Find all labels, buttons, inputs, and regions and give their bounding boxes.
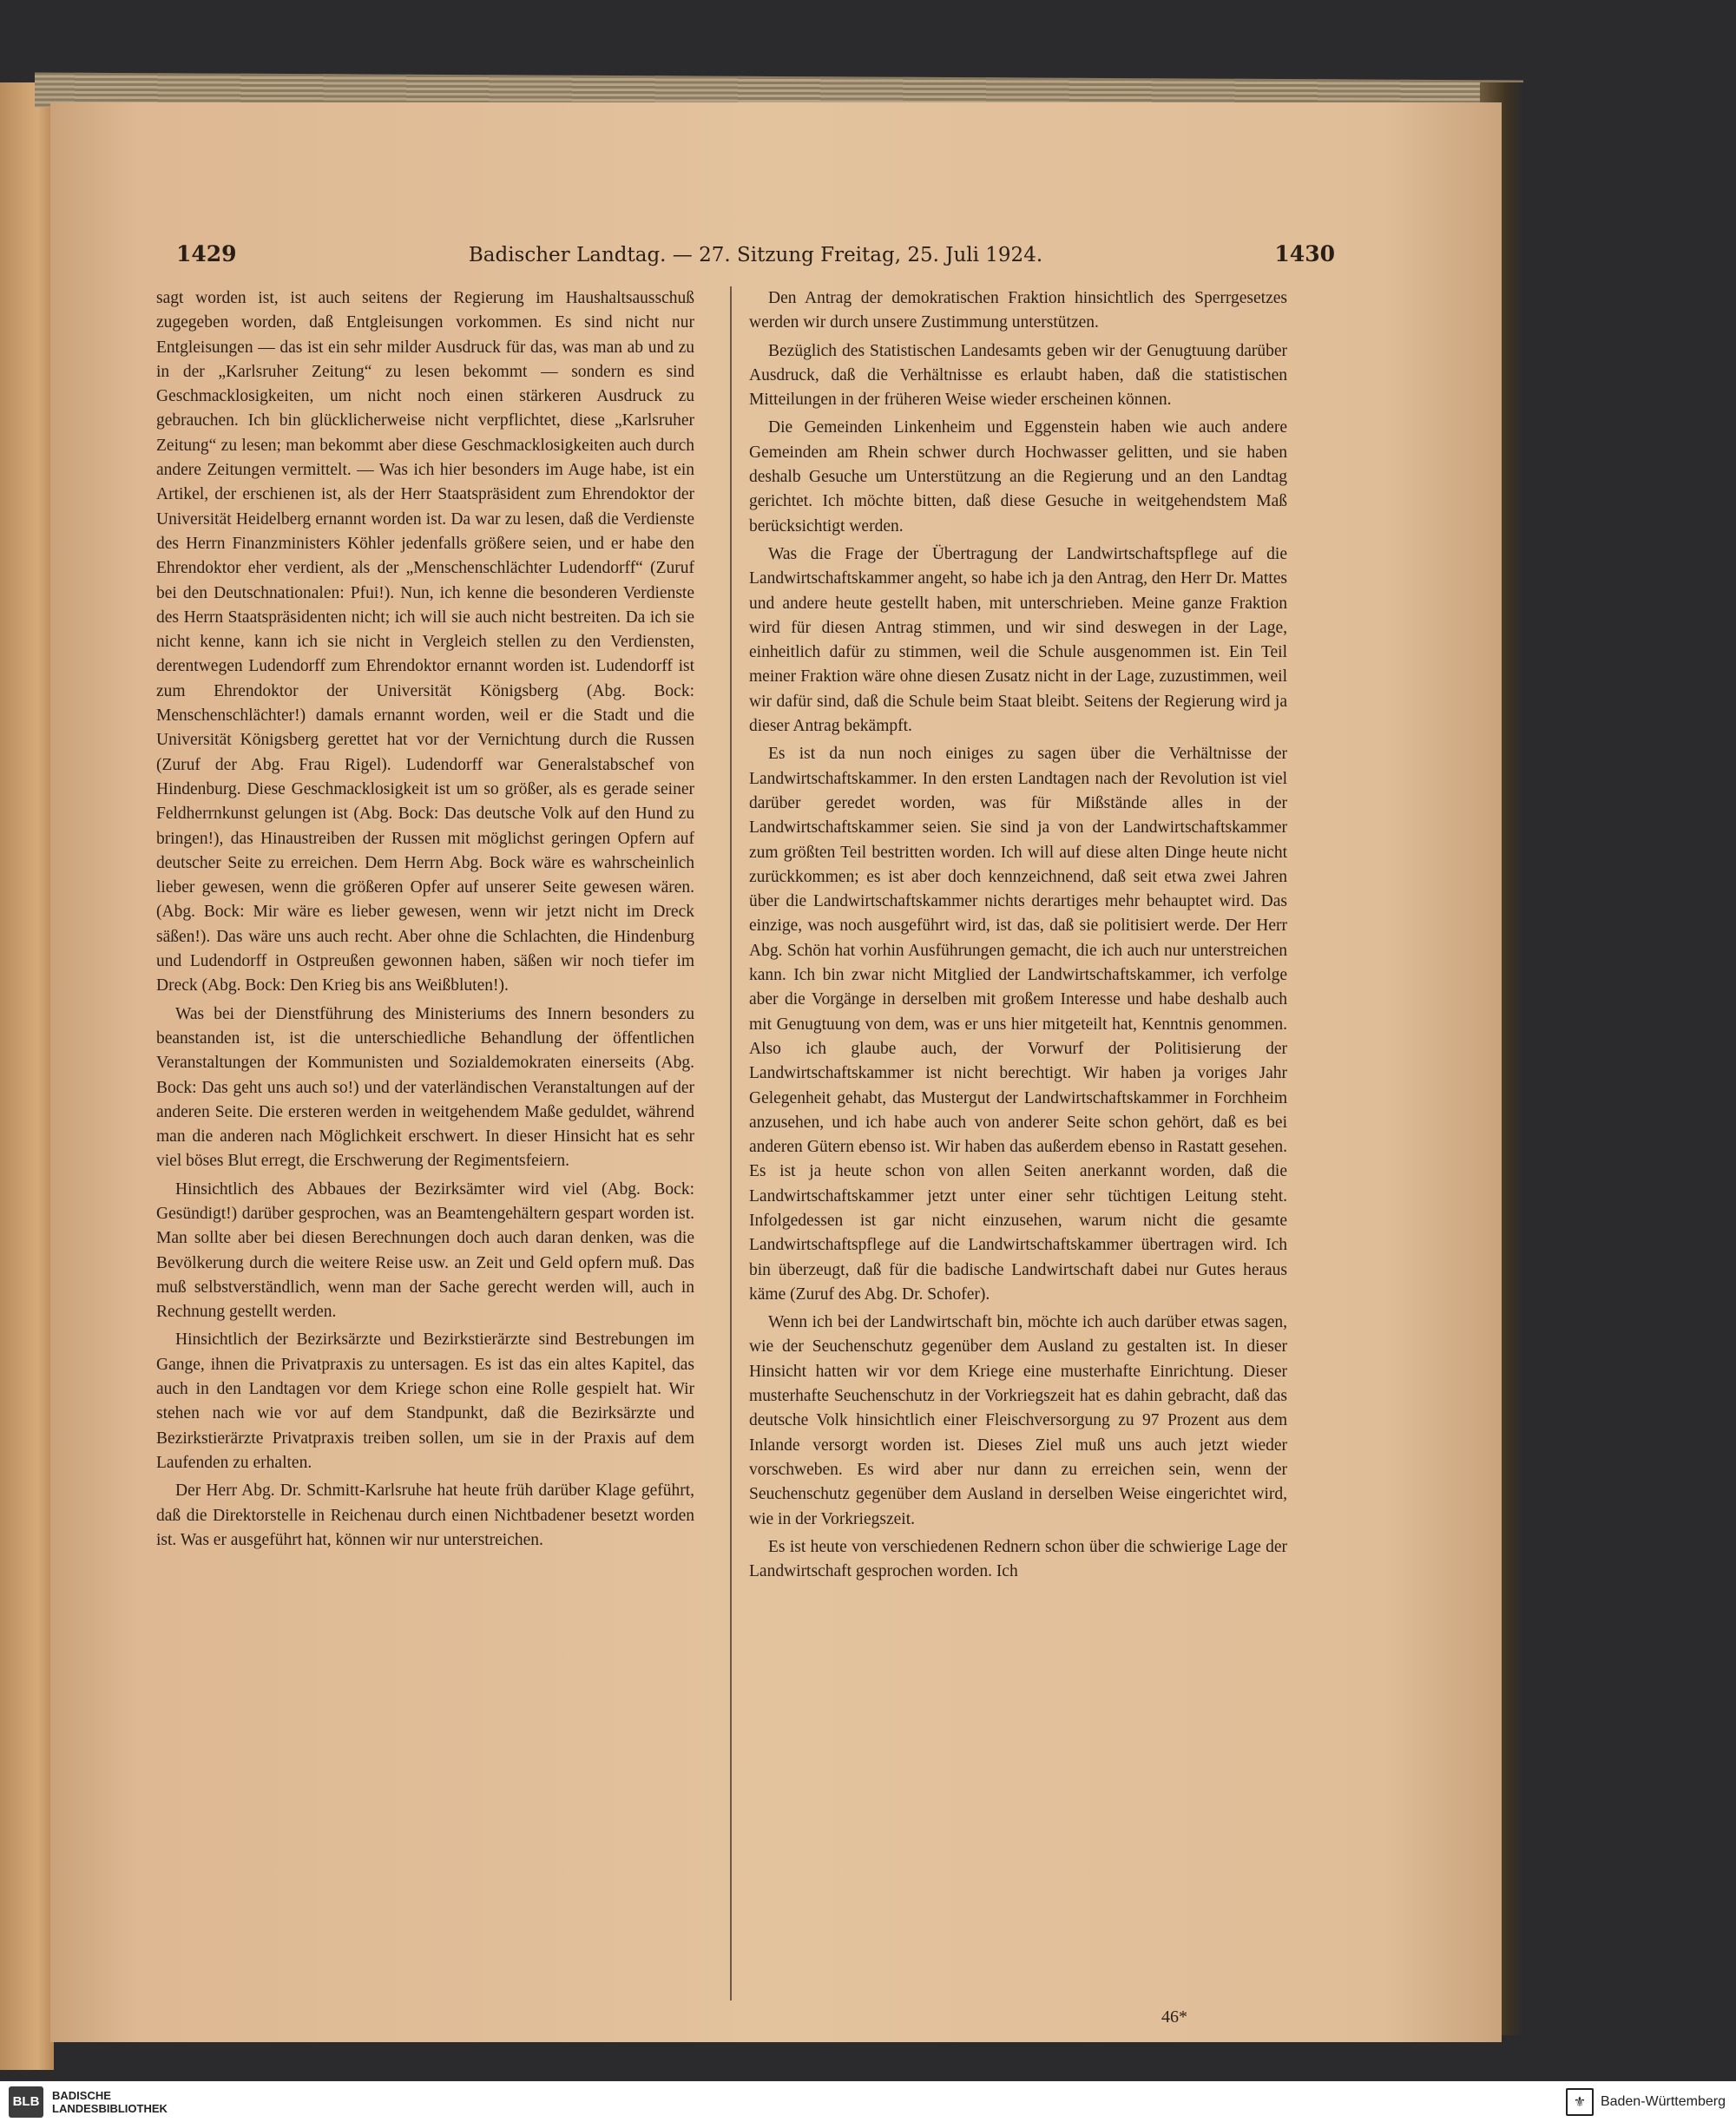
paragraph: sagt worden ist, ist auch seitens der Regierung im Haushaltsausschuß zugegeben worden, daß Entgleisungen vorkommen. Es sind nicht nur Entgleisungen — das ist ein sehr milder Ausdruck für das, was man ab und zu in der „Karlsruher Zeitung“ zu lesen bekommt — sondern es sind Geschmacklosigkeiten, um nicht noch einen stärkeren Ausdruck zu gebrauchen. Ich bin glücklicherweise nicht verpflichtet, diese „Karlsruher Zeitung“ zu lesen; man bekommt aber diese Geschmacklosigkeiten auch durch andere Zeitungen vermittelt. — Was ich hier besonders im Auge habe, ist ein Artikel, der erschienen ist, als der Herr Staatspräsident zum Ehrendoktor der Universität Heidelberg ernannt worden ist. Da war zu lesen, daß die Verdienste des Herrn Finanzministers Köhler jedenfalls größere seien, und er habe den Ehrendoktor eher verdient, als der „Menschenschlächter Ludendorff“ (Zuruf bei den Deutschnationalen: Pfui!). Nun, ich kenne die besonderen Verdienste des Herrn Staatspräsidenten nicht; ich will sie auch nicht bestreiten. Da ich sie nicht kenne, kann ich sie nicht in Vergleich stellen zu den Verdiensten, derentwegen Ludendorff zum Ehrendoktor ernannt worden ist. Ludendorff ist zum Ehrendoktor der Universität Königsberg (Abg. Bock: Menschenschlächter!) damals ernannt worden, weil er die Stadt und die Universität Königsberg gerettet hat vor der Vernichtung durch die Russen (Zuruf der Abg. Frau Rigel). Ludendorff war Generalstabschef von Hindenburg. Diese Geschmacklosigkeit ist um so größer, als es gerade seiner Feldherrnkunst gelungen ist (Abg. Bock: Das deutsche Volk auf den Hund zu bringen!), das Hinaustreiben der Russen mit möglichst geringen Opfern auf deutscher Seite zu erreichen. Dem Herrn Abg. Bock wäre es wahrscheinlich lieber gewesen, wenn die größeren Opfer auf unserer Seite gewesen wären. (Abg. Bock: Mir wäre es lieber gewesen, wenn wir jetzt nicht im Dreck säßen!). Das wäre uns auch recht. Aber ohne die Schlachten, die Hindenburg und Ludendorff in Ostpreußen gewonnen haben, säßen wir noch tiefer im Dreck (Abg. Bock: Den Krieg bis ans Weißbluten!). — [156, 289, 694, 995]
bw-logo[interactable] — [1566, 2088, 1726, 2116]
paragraph: Hinsichtlich des Abbaues der Bezirksämter wird viel (Abg. Bock: Gesündigt!) darüber gesprochen, was an Beamtengehältern gespart worden ist. Man sollte aber bei diesen Berechnungen doch auch daran denken, was die Bevölkerung durch die weitere Reise usw. an Zeit und Geld opfern muß. Das muß selbstverständlich, wenn man der Sache gerecht werden will, auch in Rechnung gestellt werden. — [156, 1179, 694, 1322]
bw-label: Baden-Württemberg — [1600, 2093, 1726, 2109]
paragraph: Den Antrag der demokratischen Fraktion hinsichtlich des Sperrgesetzes werden wir durch unsere Zustimmung unterstützen. — [749, 289, 1287, 332]
blb-name-line1: BADISCHE — [52, 2088, 111, 2102]
paragraph: Es ist heute von verschiedenen Rednern schon über die schwierige Lage der Landwirtschaft gesprochen worden. Ich — [749, 1537, 1287, 1581]
blb-name — [52, 2089, 168, 2115]
document-page — [50, 102, 1502, 2042]
blb-logo[interactable] — [9, 2086, 168, 2118]
state-coat-of-arms-icon: ⚜ — [1566, 2088, 1594, 2116]
paragraph: Die Gemeinden Linkenheim und Eggenstein haben wie auch andere Gemeinden am Rhein schwer durch Hochwasser gelitten, und sie haben deshalb Gesuche um Unterstützung an die Regierung und an den Landtag gerichtet. Ich möchte bitten, daß diese Gesuche in weitgehendstem Maß berücksichtigt werden. — [749, 418, 1287, 535]
left-column — [156, 286, 694, 1556]
left-page-edge — [0, 82, 54, 2070]
viewer-footer — [0, 2081, 1736, 2122]
header-title: Badischer Landtag. — 27. Sitzung Freitag, 25. Juli 1924. — [468, 244, 1043, 266]
paragraph: Was bei der Dienstführung des Ministeriums des Innern besonders zu beanstanden ist, ist die unterschiedliche Behandlung der öffentlichen Veranstaltungen der Kommunisten und Sozialdemokraten einerseits (Abg. Bock: Das geht uns auch so!) und der vaterländischen Veranstaltungen auf der anderen Seite. Die ersteren werden in weitgehendem Maße geduldet, während man die anderen nach Möglichkeit erschwert. In dieser Hinsicht hat es sehr viel böses Blut erregt, die Erschwerung der Regimentsfeiern. — [156, 1004, 694, 1171]
paragraph: Was die Frage der Übertragung der Landwirtschaftspflege auf die Landwirtschaftskammer angeht, so habe ich ja den Antrag, den Herr Dr. Mattes und andere heute gestellt haben, mit unterschrieben. Meine ganze Fraktion wird für diesen Antrag stimmen, und wir sind deswegen in der Lage, einheitlich dafür zu stimmen, weil die Schule ausgenommen ist. Ein Teil meiner Fraktion wäre ohne diesen Zusatz nicht in der Lage, zuzustimmen, weil wir dafür sind, daß die Schule beim Staat bleibt. Seitens der Regierung wird ja dieser Antrag bekämpft. — [749, 544, 1287, 736]
paragraph: Hinsichtlich der Bezirksärzte und Bezirkstierärzte sind Bestrebungen im Gange, ihnen die Privatpraxis zu untersagen. Es ist das ein altes Kapitel, das auch in den Landtagen vor dem Kriege schon eine Rolle gespielt hat. Wir stehen nach wie vor auf dem Standpunkt, daß die Bezirksärzte und Bezirkstierärzte Privatpraxis treiben sollen, um sie in der Praxis auf dem Laufenden zu erhalten. — [156, 1330, 694, 1472]
paragraph: Bezüglich des Statistischen Landesamts geben wir der Genugtuung darüber Ausdruck, daß die Verhältnisse es erlaubt haben, daß die statistischen Mitteilungen in der früheren Weise wieder erscheinen können. — [749, 341, 1287, 410]
page-number-left: 1429 — [176, 241, 237, 266]
blb-logo-icon: BLB — [9, 2086, 43, 2118]
paragraph: Der Herr Abg. Dr. Schmitt-Karlsruhe hat heute früh darüber Klage geführt, daß die Direktorstelle in Reichenau durch einen Nichtbadener besetzt worden ist. Was er ausgeführt hat, können wir nur unterstreichen. — [156, 1481, 694, 1549]
right-column — [749, 286, 1287, 1587]
paragraph: Wenn ich bei der Landwirtschaft bin, möchte ich auch darüber etwas sagen, wie der Seuchenschutz gegenüber dem Ausland zu gestalten ist. In dieser Hinsicht hatten wir vor dem Kriege eine musterhafte Einrichtung. Dieser musterhafte Seuchenschutz in der Vorkriegszeit hat es dahin gebracht, daß das deutsche Volk hinsichtlich einer Fleischversorgung zu 97 Prozent aus dem Inlande versorgt worden ist. Dieses Ziel muß uns auch jetzt wieder vorschweben. Es wird aber nur dann zu erreichen sein, wenn der Seuchenschutz gegenüber dem Ausland in derselben Weise eingerichtet wird, wie in der Vorkriegszeit. — [749, 1313, 1287, 1528]
paragraph: Es ist da nun noch einiges zu sagen über die Verhältnisse der Landwirtschaftskammer. In den ersten Landtagen nach der Revolution ist viel darüber geredet worden, was für Mißstände alles in der Landwirtschaftskammer seien. Sie sind ja von der Landwirtschaftskammer zum größten Teil bestritten worden. Ich will auf diese alten Dinge heute nicht zurückkommen; es ist aber doch kennzeichnend, daß seit etwa zwei Jahren über die Landwirtschaftskammer nichts derartiges mehr behauptet wird. Das einzige, was noch ausgeführt wird, ist das, daß sie politisiert werde. Der Herr Abg. Schön hat vorhin Ausführungen gemacht, die ich auch nur unterstreichen kann. Ich bin zwar nicht Mitglied der Landwirtschaftskammer, ich verfolge aber die Vorgänge in derselben mit großem Interesse und habe deshalb auch mit Genugtuung von dem, was er uns hier mitgeteilt hat, Kenntnis genommen. Also ich glaube auch, der Vorwurf der Politisierung der Landwirtschaftskammer ist nicht berechtigt. Wir haben ja voriges Jahr Gelegenheit gehabt, das Mustergut der Landwirtschaftskammer in Forchheim anzusehen, und ich habe auch von anderer Seite schon gehört, daß es bei anderen Gütern ebenso ist. Wir haben das außerdem ebenso in Rastatt gesehen. Es ist ja heute schon von allen Seiten anerkannt worden, daß die Landwirtschaftskammer jetzt unter einer sehr tüchtigen Leitung steht. Infolgedessen ist gar nicht einzusehen, warum nicht die gesamte Landwirtschaftspflege auf die Landwirtschaftskammer übertragen wird. Ich bin überzeugt, daß für die badische Landwirtschaft dabei nur Gutes heraus käme (Zuruf des Abg. Dr. Schofer). — [749, 745, 1287, 1304]
blb-name-line2: LANDESBIBLIOTHEK — [52, 2101, 168, 2115]
running-header — [176, 241, 1335, 266]
column-divider — [730, 286, 732, 2000]
signature-mark: 46* — [1161, 2007, 1187, 2027]
page-number-right: 1430 — [1274, 241, 1335, 266]
